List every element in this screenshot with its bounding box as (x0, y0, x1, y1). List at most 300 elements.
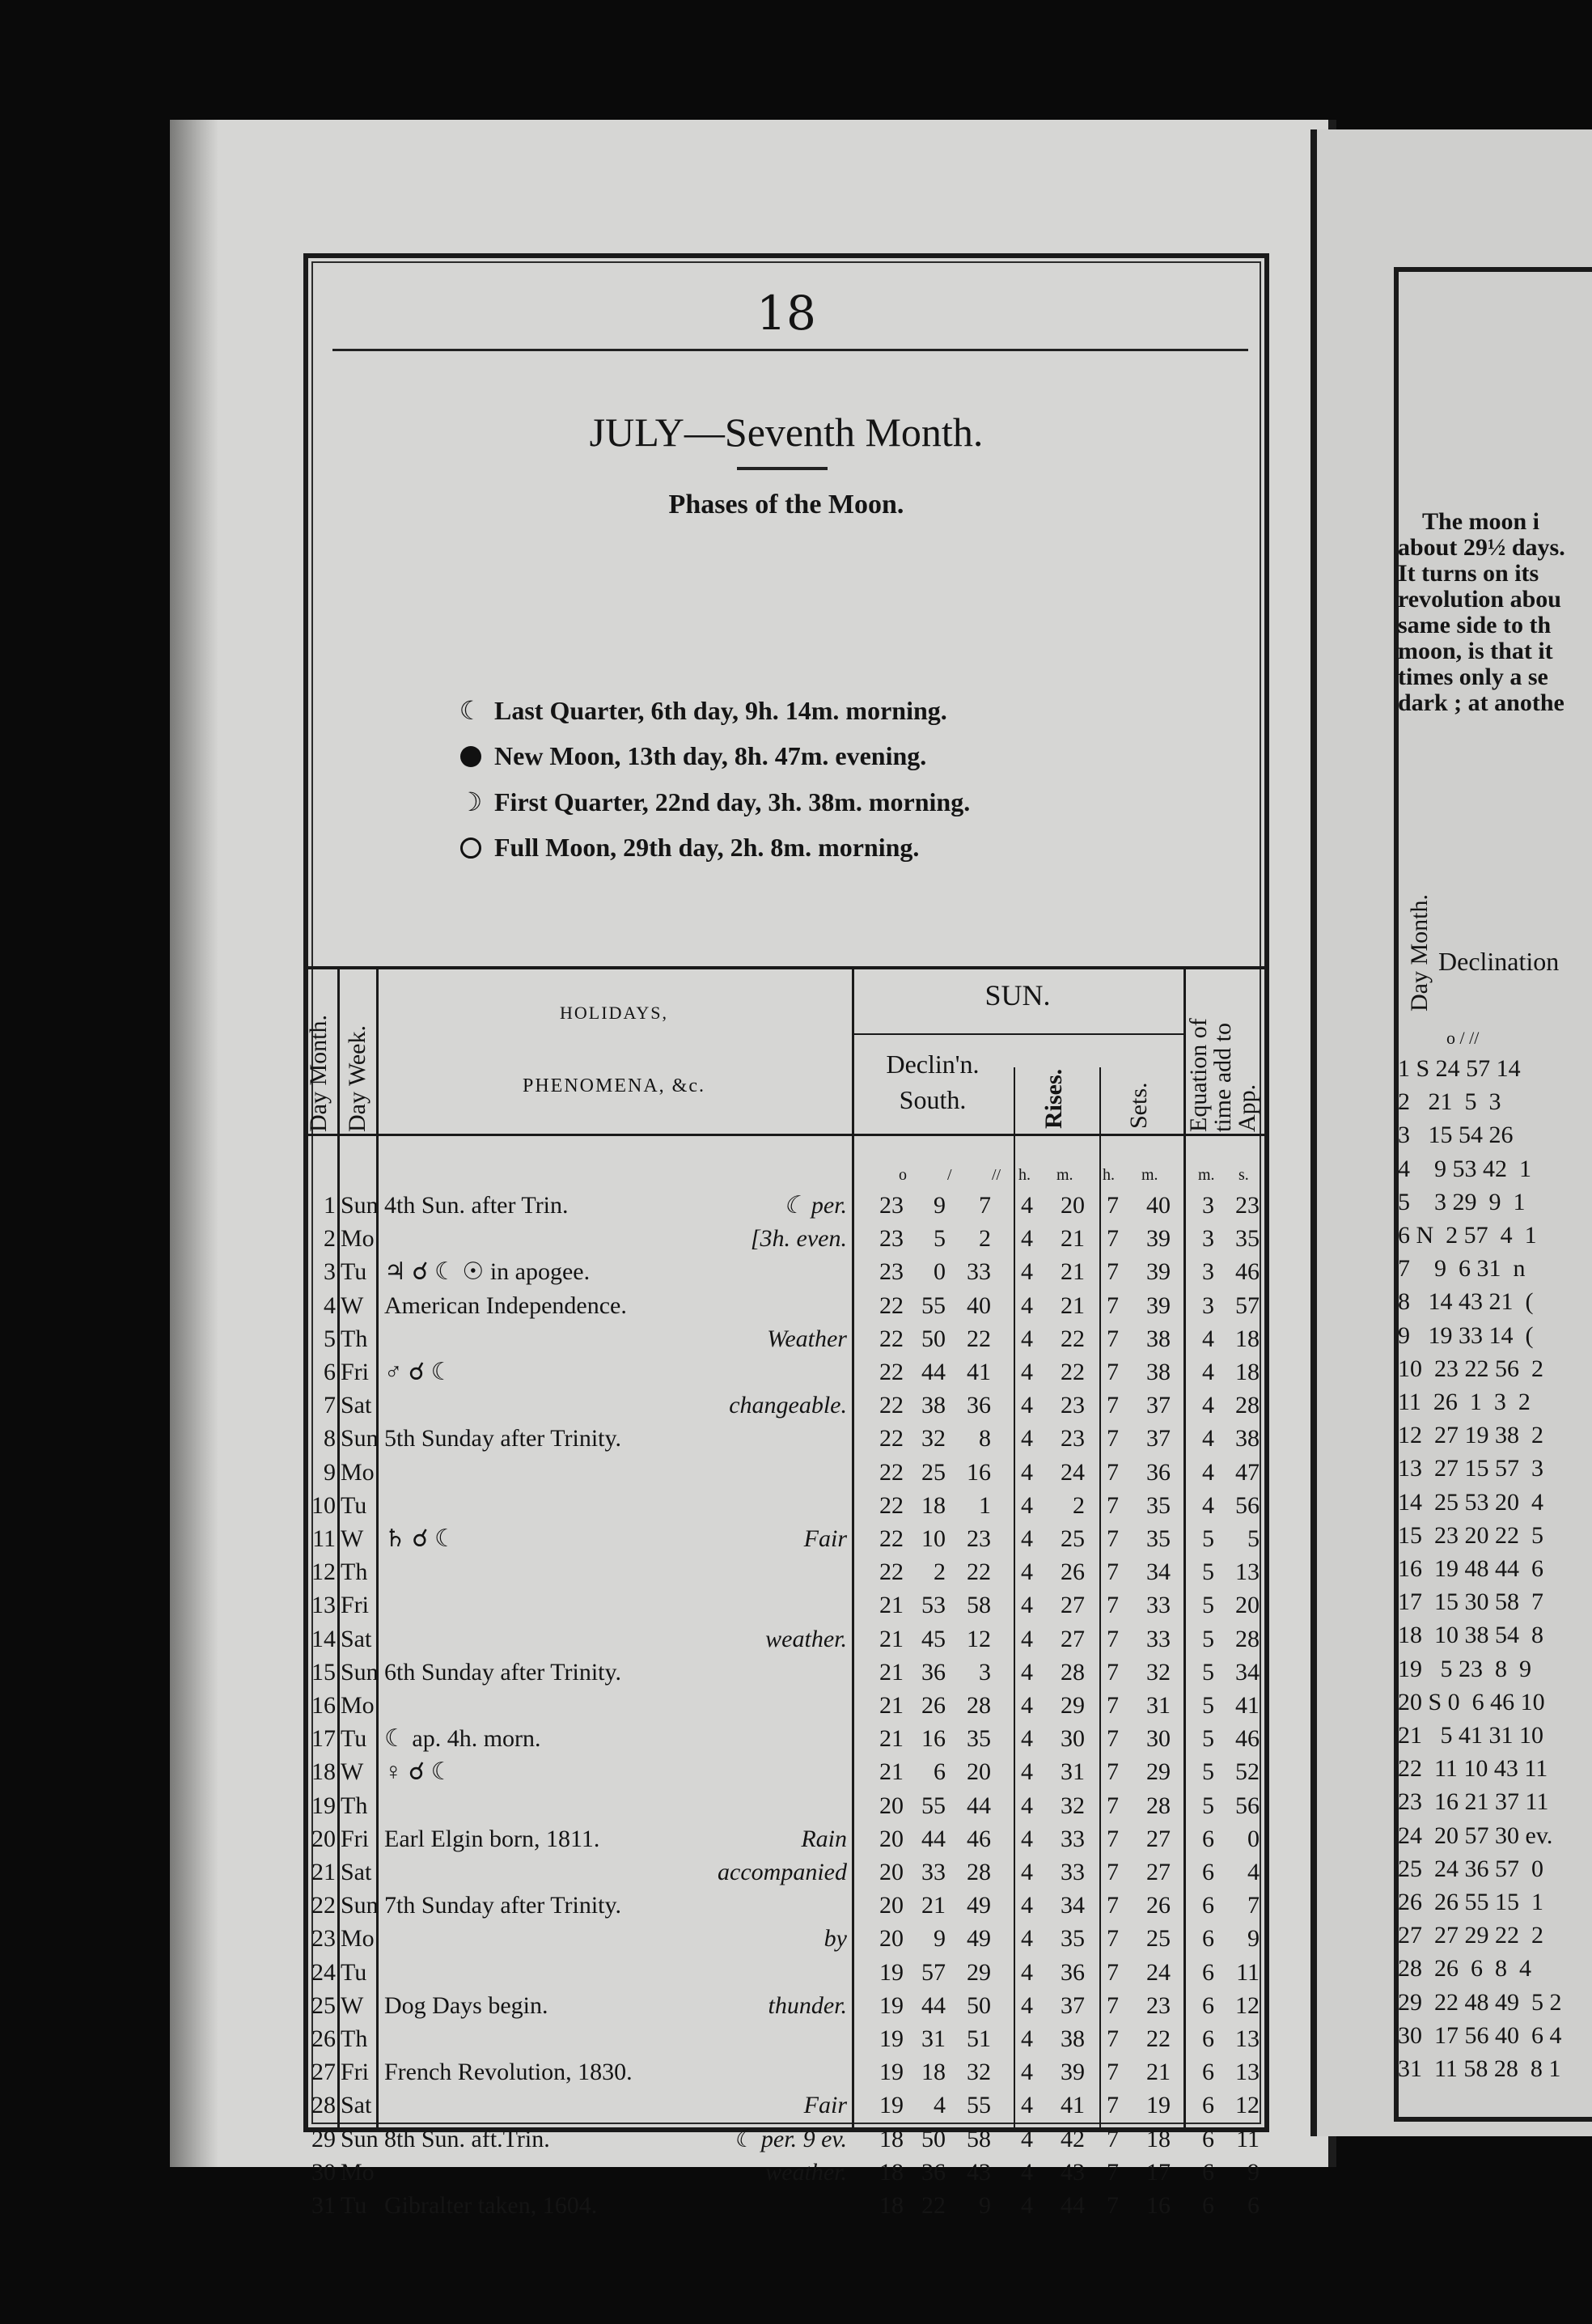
declination-minutes: 18 (921, 1491, 946, 1519)
declination-minutes: 50 (921, 2125, 946, 2152)
declination-seconds: 55 (967, 2092, 991, 2119)
equation-minutes: 4 (1202, 1392, 1214, 1419)
day-of-month: 18 (311, 1758, 336, 1786)
sunset-hour: 7 (1107, 1258, 1119, 1286)
sunrise-hour: 4 (1021, 1225, 1033, 1253)
sunrise-minute: 27 (1061, 1625, 1085, 1652)
equation-minutes: 6 (1202, 1825, 1214, 1852)
header-equation-3: App. (1234, 1084, 1260, 1132)
declination-degrees: 19 (879, 2059, 904, 2086)
equation-seconds: 11 (1236, 1958, 1260, 1986)
phenomena-text: Dog Days begin. (384, 1991, 548, 2019)
unit-seconds: // (992, 1166, 1001, 1184)
facing-table-row: 1 S 24 57 14 (1398, 1055, 1521, 1082)
sunrise-minute: 28 (1061, 1658, 1085, 1686)
equation-minutes: 4 (1202, 1359, 1214, 1385)
day-of-month: 19 (311, 1792, 336, 1819)
day-of-week: Sun (341, 1658, 379, 1686)
sunrise-minute: 44 (1061, 2192, 1085, 2219)
equation-minutes: 3 (1202, 1225, 1214, 1253)
sunset-minute: 19 (1146, 2092, 1171, 2119)
sunset-hour: 7 (1107, 1658, 1119, 1686)
declination-minutes: 38 (921, 1392, 946, 1419)
phenomena-text: ♀ ☌ ☾ (384, 1758, 453, 1786)
sunset-hour: 7 (1107, 2092, 1119, 2119)
facing-table-row: 31 11 58 28 8 1 (1398, 2055, 1561, 2082)
sunrise-minute: 25 (1061, 1525, 1085, 1552)
phenomena-note: changeable. (729, 1392, 847, 1419)
declination-degrees: 19 (879, 2092, 904, 2119)
table-row (308, 1822, 1264, 1855)
declination-degrees: 19 (879, 2025, 904, 2052)
declination-minutes: 36 (921, 2158, 946, 2186)
equation-minutes: 6 (1202, 2192, 1214, 2219)
sunrise-hour: 4 (1021, 2158, 1033, 2186)
sunset-minute: 40 (1146, 1192, 1171, 1219)
sunset-minute: 32 (1146, 1658, 1171, 1686)
phase-full-moon (454, 833, 919, 863)
sunset-minute: 23 (1146, 1991, 1171, 2019)
equation-minutes: 6 (1202, 1859, 1214, 1885)
table-row (308, 2156, 1264, 2189)
table-top-rule (308, 966, 1264, 969)
table-row (308, 2089, 1264, 2122)
sunrise-minute: 33 (1061, 1859, 1085, 1885)
declination-degrees: 22 (879, 1525, 904, 1552)
facing-table-row: 21 5 41 31 10 (1398, 1722, 1543, 1749)
equation-seconds: 41 (1235, 1692, 1260, 1719)
facing-table-row: 23 16 21 37 11 (1398, 1788, 1549, 1816)
sunrise-hour: 4 (1021, 1592, 1033, 1619)
sunrise-hour: 4 (1021, 1425, 1033, 1452)
day-of-month: 11 (312, 1525, 336, 1552)
equation-minutes: 3 (1202, 1258, 1214, 1286)
day-of-month: 9 (324, 1458, 336, 1486)
table-row (308, 1355, 1264, 1389)
day-of-week: Tu (341, 1725, 367, 1753)
declination-minutes: 36 (921, 1658, 946, 1686)
equation-seconds: 18 (1235, 1325, 1260, 1352)
equation-seconds: 35 (1235, 1225, 1260, 1253)
declination-seconds: 44 (967, 1792, 991, 1819)
header-phenomena: PHENOMENA, &c. (523, 1075, 705, 1096)
day-of-week: Tu (341, 1491, 367, 1519)
table-row (308, 1889, 1264, 1922)
last-quarter-icon: ☾ (459, 696, 483, 725)
day-of-month: 24 (311, 1958, 336, 1986)
table-row (308, 2022, 1264, 2055)
phase-new-moon (454, 741, 926, 771)
facing-table-row: 18 10 38 54 8 (1398, 1622, 1543, 1649)
table-row (308, 1322, 1264, 1355)
sunrise-hour: 4 (1021, 1792, 1033, 1819)
equation-minutes: 6 (1202, 1991, 1214, 2019)
phenomena-text: French Revolution, 1830. (384, 2059, 633, 2086)
declination-degrees: 22 (879, 1325, 904, 1352)
day-of-week: W (341, 1291, 364, 1319)
sunrise-hour: 4 (1021, 1392, 1033, 1419)
table-row (308, 1689, 1264, 1722)
declination-seconds: 12 (967, 1625, 991, 1652)
facing-text-line: revolution abou (1398, 586, 1561, 613)
equation-seconds: 38 (1235, 1425, 1260, 1452)
sunset-hour: 7 (1107, 2192, 1119, 2219)
phenomena-text: ☾ ap. 4h. morn. (384, 1725, 541, 1753)
equation-seconds: 0 (1247, 1825, 1260, 1852)
declination-degrees: 21 (879, 1725, 904, 1753)
equation-minutes: 6 (1202, 1958, 1214, 1986)
sunset-hour: 7 (1107, 1958, 1119, 1986)
declination-degrees: 22 (879, 1491, 904, 1519)
facing-table-row: 22 11 10 43 11 (1398, 1755, 1548, 1783)
sunset-hour: 7 (1107, 2025, 1119, 2052)
phase-text: New Moon, 13th day, 8h. 47m. evening. (494, 741, 927, 770)
equation-minutes: 5 (1202, 1625, 1214, 1652)
facing-text-line: times only a se (1398, 664, 1548, 690)
page-frame (303, 253, 1269, 2219)
declination-minutes: 45 (921, 1625, 946, 1652)
declination-seconds: 28 (967, 1692, 991, 1719)
sunrise-hour: 4 (1021, 1892, 1033, 1919)
phenomena-note: thunder. (768, 1991, 847, 2019)
sunset-hour: 7 (1107, 1325, 1119, 1352)
sunrise-hour: 4 (1021, 2059, 1033, 2086)
facing-table-row: 27 27 29 22 2 (1398, 1922, 1543, 1949)
sunrise-hour: 4 (1021, 1325, 1033, 1352)
declination-seconds: 43 (967, 2158, 991, 2186)
sunset-hour: 7 (1107, 1559, 1119, 1586)
equation-seconds: 56 (1235, 1792, 1260, 1819)
sunrise-minute: 34 (1061, 1892, 1085, 1919)
sunset-hour: 7 (1107, 1392, 1119, 1419)
phase-text: First Quarter, 22nd day, 3h. 38m. morning. (494, 787, 971, 816)
day-of-week: Th (341, 1325, 368, 1352)
phase-text: Last Quarter, 6th day, 9h. 14m. morning. (494, 696, 947, 725)
sunset-minute: 22 (1146, 2025, 1171, 2052)
equation-minutes: 4 (1202, 1491, 1214, 1519)
table-row (308, 1989, 1264, 2022)
sunset-hour: 7 (1107, 1725, 1119, 1753)
declination-minutes: 55 (921, 1792, 946, 1819)
sunset-minute: 37 (1146, 1392, 1171, 1419)
equation-minutes: 5 (1202, 1658, 1214, 1686)
day-of-week: Mo (341, 2158, 375, 2186)
phenomena-text: ♄ ☌ ☾ (384, 1525, 456, 1552)
equation-minutes: 6 (1202, 2092, 1214, 2119)
declination-minutes: 6 (934, 1758, 946, 1786)
facing-text-line: It turns on its (1398, 560, 1539, 587)
facing-text-line: same side to th (1398, 612, 1552, 638)
facing-table-row: 7 9 6 31 n (1398, 1255, 1526, 1283)
equation-seconds: 57 (1235, 1291, 1260, 1319)
sunset-minute: 39 (1146, 1291, 1171, 1319)
first-quarter-icon: ☽ (459, 787, 483, 816)
day-of-week: Sat (341, 2092, 372, 2119)
declination-minutes: 53 (921, 1592, 946, 1619)
page-number: 18 (756, 286, 816, 341)
sunrise-hour: 4 (1021, 1291, 1033, 1319)
day-of-month: 14 (311, 1625, 336, 1652)
sunset-minute: 29 (1146, 1758, 1171, 1786)
facing-table-row: 20 S 0 6 46 10 (1398, 1688, 1545, 1715)
facing-table-row: 24 20 57 30 ev. (1398, 1821, 1553, 1849)
table-row (308, 1555, 1264, 1588)
table-row (308, 1656, 1264, 1689)
declination-seconds: 2 (979, 1225, 991, 1253)
facing-page (1310, 129, 1592, 2136)
equation-minutes: 5 (1202, 1692, 1214, 1719)
declination-seconds: 49 (967, 1925, 991, 1953)
unit-rise-minutes: m. (1056, 1166, 1073, 1184)
facing-header-declination: Declination (1438, 947, 1560, 976)
unit-rise-hours: h. (1018, 1166, 1031, 1184)
sunset-minute: 35 (1146, 1491, 1171, 1519)
phenomena-text: 5th Sunday after Trinity. (384, 1425, 622, 1452)
unit-degrees: o (899, 1166, 907, 1184)
almanac-page (170, 120, 1336, 2219)
equation-minutes: 5 (1202, 1758, 1214, 1786)
phenomena-text: 7th Sunday after Trinity. (384, 1892, 622, 1919)
declination-seconds: 51 (967, 2025, 991, 2052)
sunset-hour: 7 (1107, 1925, 1119, 1953)
declination-minutes: 9 (934, 1192, 946, 1219)
unit-minutes: / (947, 1166, 952, 1184)
facing-table-row: 14 25 53 20 4 (1398, 1488, 1543, 1516)
declination-seconds: 8 (979, 1425, 991, 1452)
sunrise-hour: 4 (1021, 1692, 1033, 1719)
phenomena-text: Earl Elgin born, 1811. (384, 1825, 600, 1852)
sunset-minute: 21 (1146, 2059, 1171, 2086)
table-row (308, 1622, 1264, 1656)
sunrise-hour: 4 (1021, 1625, 1033, 1652)
sunset-minute: 39 (1146, 1225, 1171, 1253)
declination-seconds: 28 (967, 1859, 991, 1885)
declination-seconds: 22 (967, 1325, 991, 1352)
declination-degrees: 18 (879, 2125, 904, 2152)
equation-minutes: 5 (1202, 1559, 1214, 1586)
phenomena-note: by (824, 1925, 847, 1953)
day-of-month: 1 (324, 1192, 336, 1219)
table-row (308, 1855, 1264, 1889)
declination-seconds: 41 (967, 1359, 991, 1385)
sunrise-hour: 4 (1021, 1192, 1033, 1219)
equation-seconds: 13 (1235, 2059, 1260, 2086)
declination-minutes: 0 (934, 1258, 946, 1286)
sunrise-minute: 42 (1061, 2125, 1085, 2152)
header-sets: Sets. (1125, 1082, 1152, 1129)
sunrise-minute: 26 (1061, 1559, 1085, 1586)
declination-minutes: 44 (921, 1991, 946, 2019)
facing-table-row: 8 14 43 21 ( (1398, 1288, 1534, 1316)
sunset-minute: 33 (1146, 1625, 1171, 1652)
sunrise-minute: 31 (1061, 1758, 1085, 1786)
day-of-week: Mo (341, 1692, 375, 1719)
sunrise-minute: 27 (1061, 1592, 1085, 1619)
sunrise-hour: 4 (1021, 1859, 1033, 1885)
facing-text-line: The moon i (1422, 508, 1540, 535)
phenomena-note: Fair (803, 1525, 847, 1552)
equation-seconds: 28 (1235, 1392, 1260, 1419)
declination-seconds: 35 (967, 1725, 991, 1753)
sunset-minute: 24 (1146, 1958, 1171, 1986)
sunset-hour: 7 (1107, 1458, 1119, 1486)
equation-seconds: 7 (1247, 1892, 1260, 1919)
equation-seconds: 12 (1235, 2092, 1260, 2119)
title-underline (737, 467, 828, 470)
phenomena-note: Rain (801, 1825, 847, 1852)
day-of-week: Th (341, 1559, 368, 1586)
table-row (308, 2123, 1264, 2156)
equation-minutes: 5 (1202, 1525, 1214, 1552)
sunrise-hour: 4 (1021, 2025, 1033, 2052)
header-holidays: HOLIDAYS, (560, 1003, 668, 1023)
declination-degrees: 21 (879, 1758, 904, 1786)
sunset-minute: 39 (1146, 1258, 1171, 1286)
facing-table-row: 13 27 15 57 3 (1398, 1455, 1543, 1482)
declination-seconds: 20 (967, 1758, 991, 1786)
declination-seconds: 33 (967, 1258, 991, 1286)
equation-seconds: 34 (1235, 1658, 1260, 1686)
declination-minutes: 31 (921, 2025, 946, 2052)
sunrise-minute: 38 (1061, 2025, 1085, 2052)
equation-seconds: 12 (1235, 1991, 1260, 2019)
declination-degrees: 22 (879, 1559, 904, 1586)
declination-minutes: 22 (921, 2192, 946, 2219)
header-day-week: Day Week. (344, 1025, 370, 1132)
phenomena-text: American Independence. (384, 1291, 627, 1319)
phenomena-text: Gibralter taken, 1604. (384, 2192, 598, 2219)
day-of-month: 25 (311, 1991, 336, 2019)
header-declin: Declin'n. (886, 1050, 980, 1079)
table-row (308, 1289, 1264, 1322)
table-row (308, 2189, 1264, 2222)
day-of-week: Fri (341, 1825, 370, 1852)
table-row (308, 1755, 1264, 1788)
declination-seconds: 46 (967, 1825, 991, 1852)
table-row (308, 1456, 1264, 1489)
equation-minutes: 4 (1202, 1425, 1214, 1452)
sunset-hour: 7 (1107, 1692, 1119, 1719)
declination-degrees: 21 (879, 1592, 904, 1619)
declination-degrees: 23 (879, 1192, 904, 1219)
sunset-hour: 7 (1107, 1592, 1119, 1619)
sunset-hour: 7 (1107, 1892, 1119, 1919)
day-of-month: 16 (311, 1692, 336, 1719)
declination-degrees: 18 (879, 2158, 904, 2186)
day-of-week: Mo (341, 1458, 375, 1486)
sunrise-hour: 4 (1021, 1658, 1033, 1686)
day-of-month: 29 (311, 2125, 336, 2152)
phenomena-note: accompanied (718, 1859, 847, 1885)
declination-minutes: 2 (934, 1559, 946, 1586)
facing-table-row: 5 3 29 9 1 (1398, 1188, 1526, 1215)
sunrise-hour: 4 (1021, 1258, 1033, 1286)
facing-table-row: 2 21 5 3 (1398, 1088, 1501, 1116)
equation-seconds: 13 (1235, 1559, 1260, 1586)
declination-minutes: 33 (921, 1859, 946, 1885)
day-of-month: 23 (311, 1925, 336, 1953)
facing-text-line: about 29½ days. (1398, 534, 1565, 561)
sunrise-hour: 4 (1021, 2092, 1033, 2119)
sunrise-minute: 41 (1061, 2092, 1085, 2119)
day-of-month: 31 (311, 2192, 336, 2219)
sunrise-minute: 20 (1061, 1192, 1085, 1219)
declination-seconds: 1 (979, 1491, 991, 1519)
unit-set-hours: h. (1103, 1166, 1115, 1184)
sunset-minute: 30 (1146, 1725, 1171, 1753)
sunrise-minute: 33 (1061, 1825, 1085, 1852)
declination-minutes: 32 (921, 1425, 946, 1452)
sunset-minute: 34 (1146, 1559, 1171, 1586)
facing-table-row: 12 27 19 38 2 (1398, 1422, 1543, 1449)
sunrise-minute: 21 (1061, 1225, 1085, 1253)
equation-seconds: 6 (1247, 2192, 1260, 2219)
day-of-week: Mo (341, 1225, 375, 1253)
facing-table-row: 15 23 20 22 5 (1398, 1521, 1543, 1549)
day-of-month: 27 (311, 2059, 336, 2086)
table-row (308, 1489, 1264, 1522)
sunset-minute: 38 (1146, 1359, 1171, 1385)
sunset-hour: 7 (1107, 1225, 1119, 1253)
sunrise-hour: 4 (1021, 1491, 1033, 1519)
sunset-minute: 35 (1146, 1525, 1171, 1552)
equation-seconds: 47 (1235, 1458, 1260, 1486)
unit-eq-seconds: s. (1238, 1166, 1249, 1184)
sunset-minute: 25 (1146, 1925, 1171, 1953)
facing-table-row: 28 26 6 8 4 (1398, 1955, 1531, 1983)
sunrise-hour: 4 (1021, 2192, 1033, 2219)
day-of-month: 4 (324, 1291, 336, 1319)
unit-eq-minutes: m. (1198, 1166, 1215, 1184)
day-of-month: 7 (324, 1392, 336, 1419)
sunset-hour: 7 (1107, 2125, 1119, 2152)
day-of-week: Sun (341, 1425, 379, 1452)
phenomena-note: weather. (765, 2158, 847, 2186)
declination-minutes: 44 (921, 1825, 946, 1852)
declination-degrees: 19 (879, 1991, 904, 2019)
declination-degrees: 21 (879, 1625, 904, 1652)
day-of-week: Fri (341, 1592, 370, 1619)
sunset-hour: 7 (1107, 1425, 1119, 1452)
sunrise-hour: 4 (1021, 1925, 1033, 1953)
sunset-minute: 17 (1146, 2158, 1171, 2186)
declination-seconds: 9 (979, 2192, 991, 2219)
header-south: South. (899, 1085, 967, 1114)
sunrise-minute: 22 (1061, 1325, 1085, 1352)
day-of-week: Sun (341, 1192, 379, 1219)
declination-seconds: 49 (967, 1892, 991, 1919)
header-rises: Rises. (1040, 1068, 1067, 1129)
phenomena-note: ☾ per. (783, 1192, 847, 1219)
sunrise-minute: 43 (1061, 2158, 1085, 2186)
day-of-month: 20 (311, 1825, 336, 1852)
sunset-hour: 7 (1107, 2059, 1119, 2086)
declination-degrees: 22 (879, 1392, 904, 1419)
equation-seconds: 4 (1247, 1859, 1260, 1885)
facing-table-row: 25 24 36 57 0 (1398, 1855, 1543, 1882)
equation-seconds: 23 (1235, 1192, 1260, 1219)
day-of-week: Fri (341, 1359, 370, 1385)
facing-text-line: dark ; at anothe (1398, 689, 1564, 716)
day-of-month: 30 (311, 2158, 336, 2186)
phenomena-text: ♃ ☌ ☾ ☉ in apogee. (384, 1258, 591, 1286)
sunrise-minute: 21 (1061, 1258, 1085, 1286)
table-row (308, 1522, 1264, 1555)
day-of-week: Sat (341, 1625, 372, 1652)
equation-minutes: 4 (1202, 1325, 1214, 1352)
declination-degrees: 21 (879, 1692, 904, 1719)
day-of-week: Sat (341, 1859, 372, 1885)
